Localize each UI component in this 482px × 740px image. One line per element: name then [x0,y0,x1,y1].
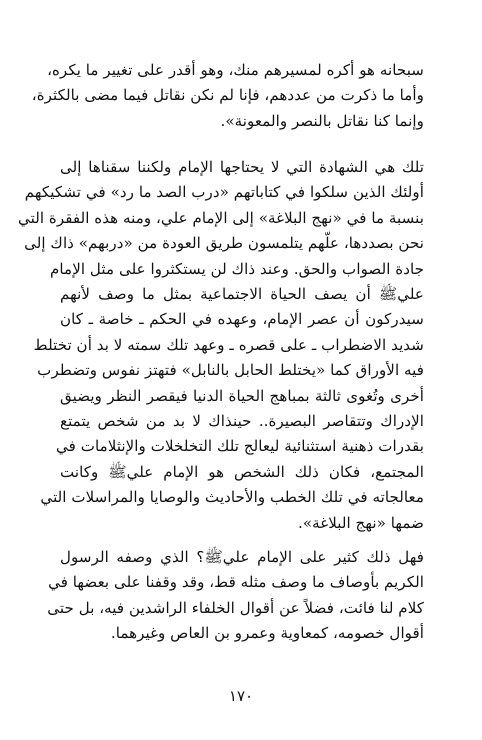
paragraph-2 [17,155,424,536]
text-line: الإدراك وتتقاصر البصيرة.. حينذاك لا بد من شخص يتمتع [60,412,424,431]
text-line: معالجاته في تلك الخطب والأحاديث والوصايا والمراسلات التي [40,488,424,507]
text-line: بقدرات ذهنية استثنائية ليعالج تلك التخلخلات والإنثلامات في [55,437,424,456]
text-line: أخرى وتُغوى ثالثة بمباهج الحياة الدنيا فيقصر النظر ويضيق [60,386,424,405]
text-line: بنسبة ما في «نهج البلاغة» إلى الإمام علي، ومنه هذه الفقرة التي [17,208,424,227]
paragraph-3 [47,545,424,647]
text-line: تلك هي الشهادة التي لا يحتاجها الإمام ولكننا سقناها إلى [60,158,424,176]
text-line: أولئك الذين سلكوا في كتاباتهم «درب الصد ما رد» في تشكيكهم [24,183,424,202]
text-line: فيه الأوراق كما «يختلط الحابل بالنابل» فتهتز نفوس وتضطرب [37,361,424,380]
text-line: أقوال خصومه، كمعاوية وعمرو بن العاص وغيرهما. [110,624,424,643]
page-number: ١٧٠ [228,687,254,705]
text-line: كلام لنا فائت، فضلاً عن أقوال الخلفاء الراشدين فيه، بل حتى [47,598,424,617]
text-line: وإنما كنا نقاتل بالنصر والمعونة». [220,111,424,130]
text-line: سبحانه هو أكره لمسيرهم منك، وهو أقدر على تغيير ما يكره، [47,61,424,79]
text-line: جادة الصواب والحق. وعند ذاك لن يستكثروا على مثل الإمام [50,259,424,278]
text-line: سيدركون أن عصر الإمام، وعهده في الحكم ـ خاصة ـ كان [60,310,424,329]
paragraph-1 [31,58,424,134]
text-line: ضمها «نهج البلاغة». [298,513,424,532]
text-line: شديد الاضطراب ـ على قصره ـ وعهد تلك سمته لا بد أن تختلط [33,335,424,354]
text-line: عليﷺ أن يصف الحياة الاجتماعية بمثل ما وصف لأنهم [60,285,424,304]
text-line: فهل ذلك كثير على الإمام عليﷺ؟ الذي وصفه الرسول [60,548,424,566]
text-line: وأما ما ذكرت من عددهم، فإنا لم نكن نقاتل فيما مضى بالكثرة، [31,86,424,105]
text-line: نحن بصددها، علّهم يتلمسون طريق العودة من «دربهم» ذاك إلى [24,234,424,253]
text-line: المجتمع، فكان ذلك الشخص هو الإمام عليﷺ وكانت [60,462,424,481]
text-line: الكريم بأوصاف ما وصف مثله قط، وقد وقفنا على بعضها في [48,573,424,592]
